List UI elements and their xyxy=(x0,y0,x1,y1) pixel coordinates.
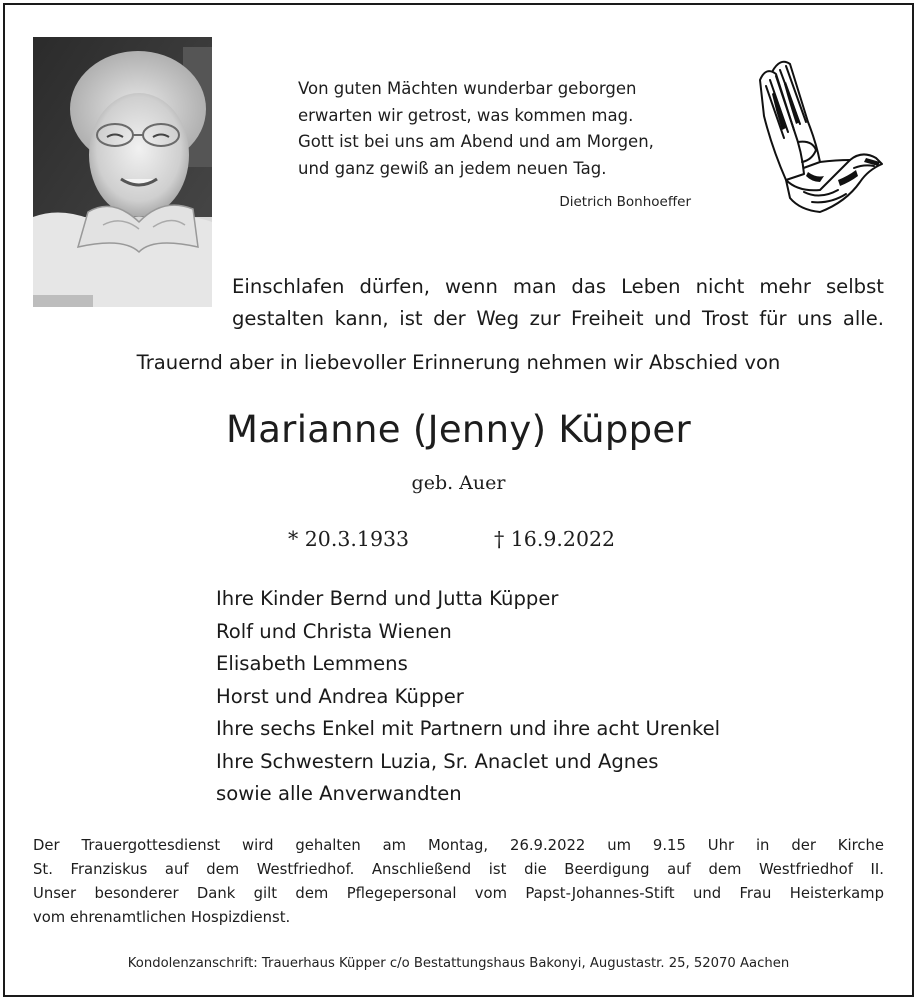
poem-line: Von guten Mächten wunderbar geborgen xyxy=(298,79,637,98)
mourners-list xyxy=(216,583,720,811)
portrait-photo xyxy=(33,37,212,307)
mourner-entry: Horst und Andrea Küpper xyxy=(216,684,464,708)
motto-line: Einschlafen dürfen, wenn man das Leben nicht mehr selbst xyxy=(232,275,884,298)
poem-line: und ganz gewiß an jedem neuen Tag. xyxy=(298,158,607,178)
mourner-entry: sowie alle Anverwandten xyxy=(216,782,462,805)
mourner-entry: Ihre Kinder Bernd und Jutta Küpper xyxy=(216,587,559,610)
praying-hands-icon xyxy=(750,52,885,217)
mourner-entry: Ihre Schwestern Luzia, Sr. Anaclet und Agnes xyxy=(216,749,659,773)
service-line: Der Trauergottesdienst wird gehalten am Montag, 26.9.2022 um 9.15 Uhr in der Kirche xyxy=(33,837,884,854)
poem-line: erwarten wir getrost, was kommen mag. xyxy=(298,105,634,125)
poem xyxy=(298,76,718,182)
poem-line: Gott ist bei uns am Abend und am Morgen, xyxy=(298,132,654,151)
mourner-entry: Elisabeth Lemmens xyxy=(216,652,408,675)
service-line: St. Franziskus auf dem Westfriedhof. Anschließend ist die Beerdigung auf dem Westfriedhof II. xyxy=(33,861,884,878)
mourner-entry: Rolf und Christa Wienen xyxy=(216,619,452,643)
motto xyxy=(232,271,884,335)
farewell-intro: Trauernd aber in liebevoller Erinnerung nehmen wir Abschied von xyxy=(136,351,781,374)
service-line: Unser besonderer Dank gilt dem Pflegepersonal vom Papst-Johannes-Stift und Frau Heisterkamp xyxy=(33,885,884,902)
death-date: † 16.9.2022 xyxy=(494,527,616,551)
service-info xyxy=(33,834,884,930)
condolence-address: Kondolenzanschrift: Trauerhaus Küpper c/o Bestattungshaus Bakonyi, Augustastr. 25, 52070 Aachen xyxy=(127,956,790,971)
poem-author: Dietrich Bonhoeffer xyxy=(559,194,691,210)
birth-date: * 20.3.1933 xyxy=(288,527,410,551)
mourner-entry: Ihre sechs Enkel mit Partnern und ihre acht Urenkel xyxy=(216,717,721,740)
motto-line: gestalten kann, ist der Weg zur Freiheit und Trost für uns alle. xyxy=(232,307,884,330)
deceased-name: Marianne (Jenny) Küpper xyxy=(225,408,691,451)
maiden-name: geb. Auer xyxy=(411,472,506,494)
service-line: vom ehrenamtlichen Hospizdienst. xyxy=(33,909,291,926)
